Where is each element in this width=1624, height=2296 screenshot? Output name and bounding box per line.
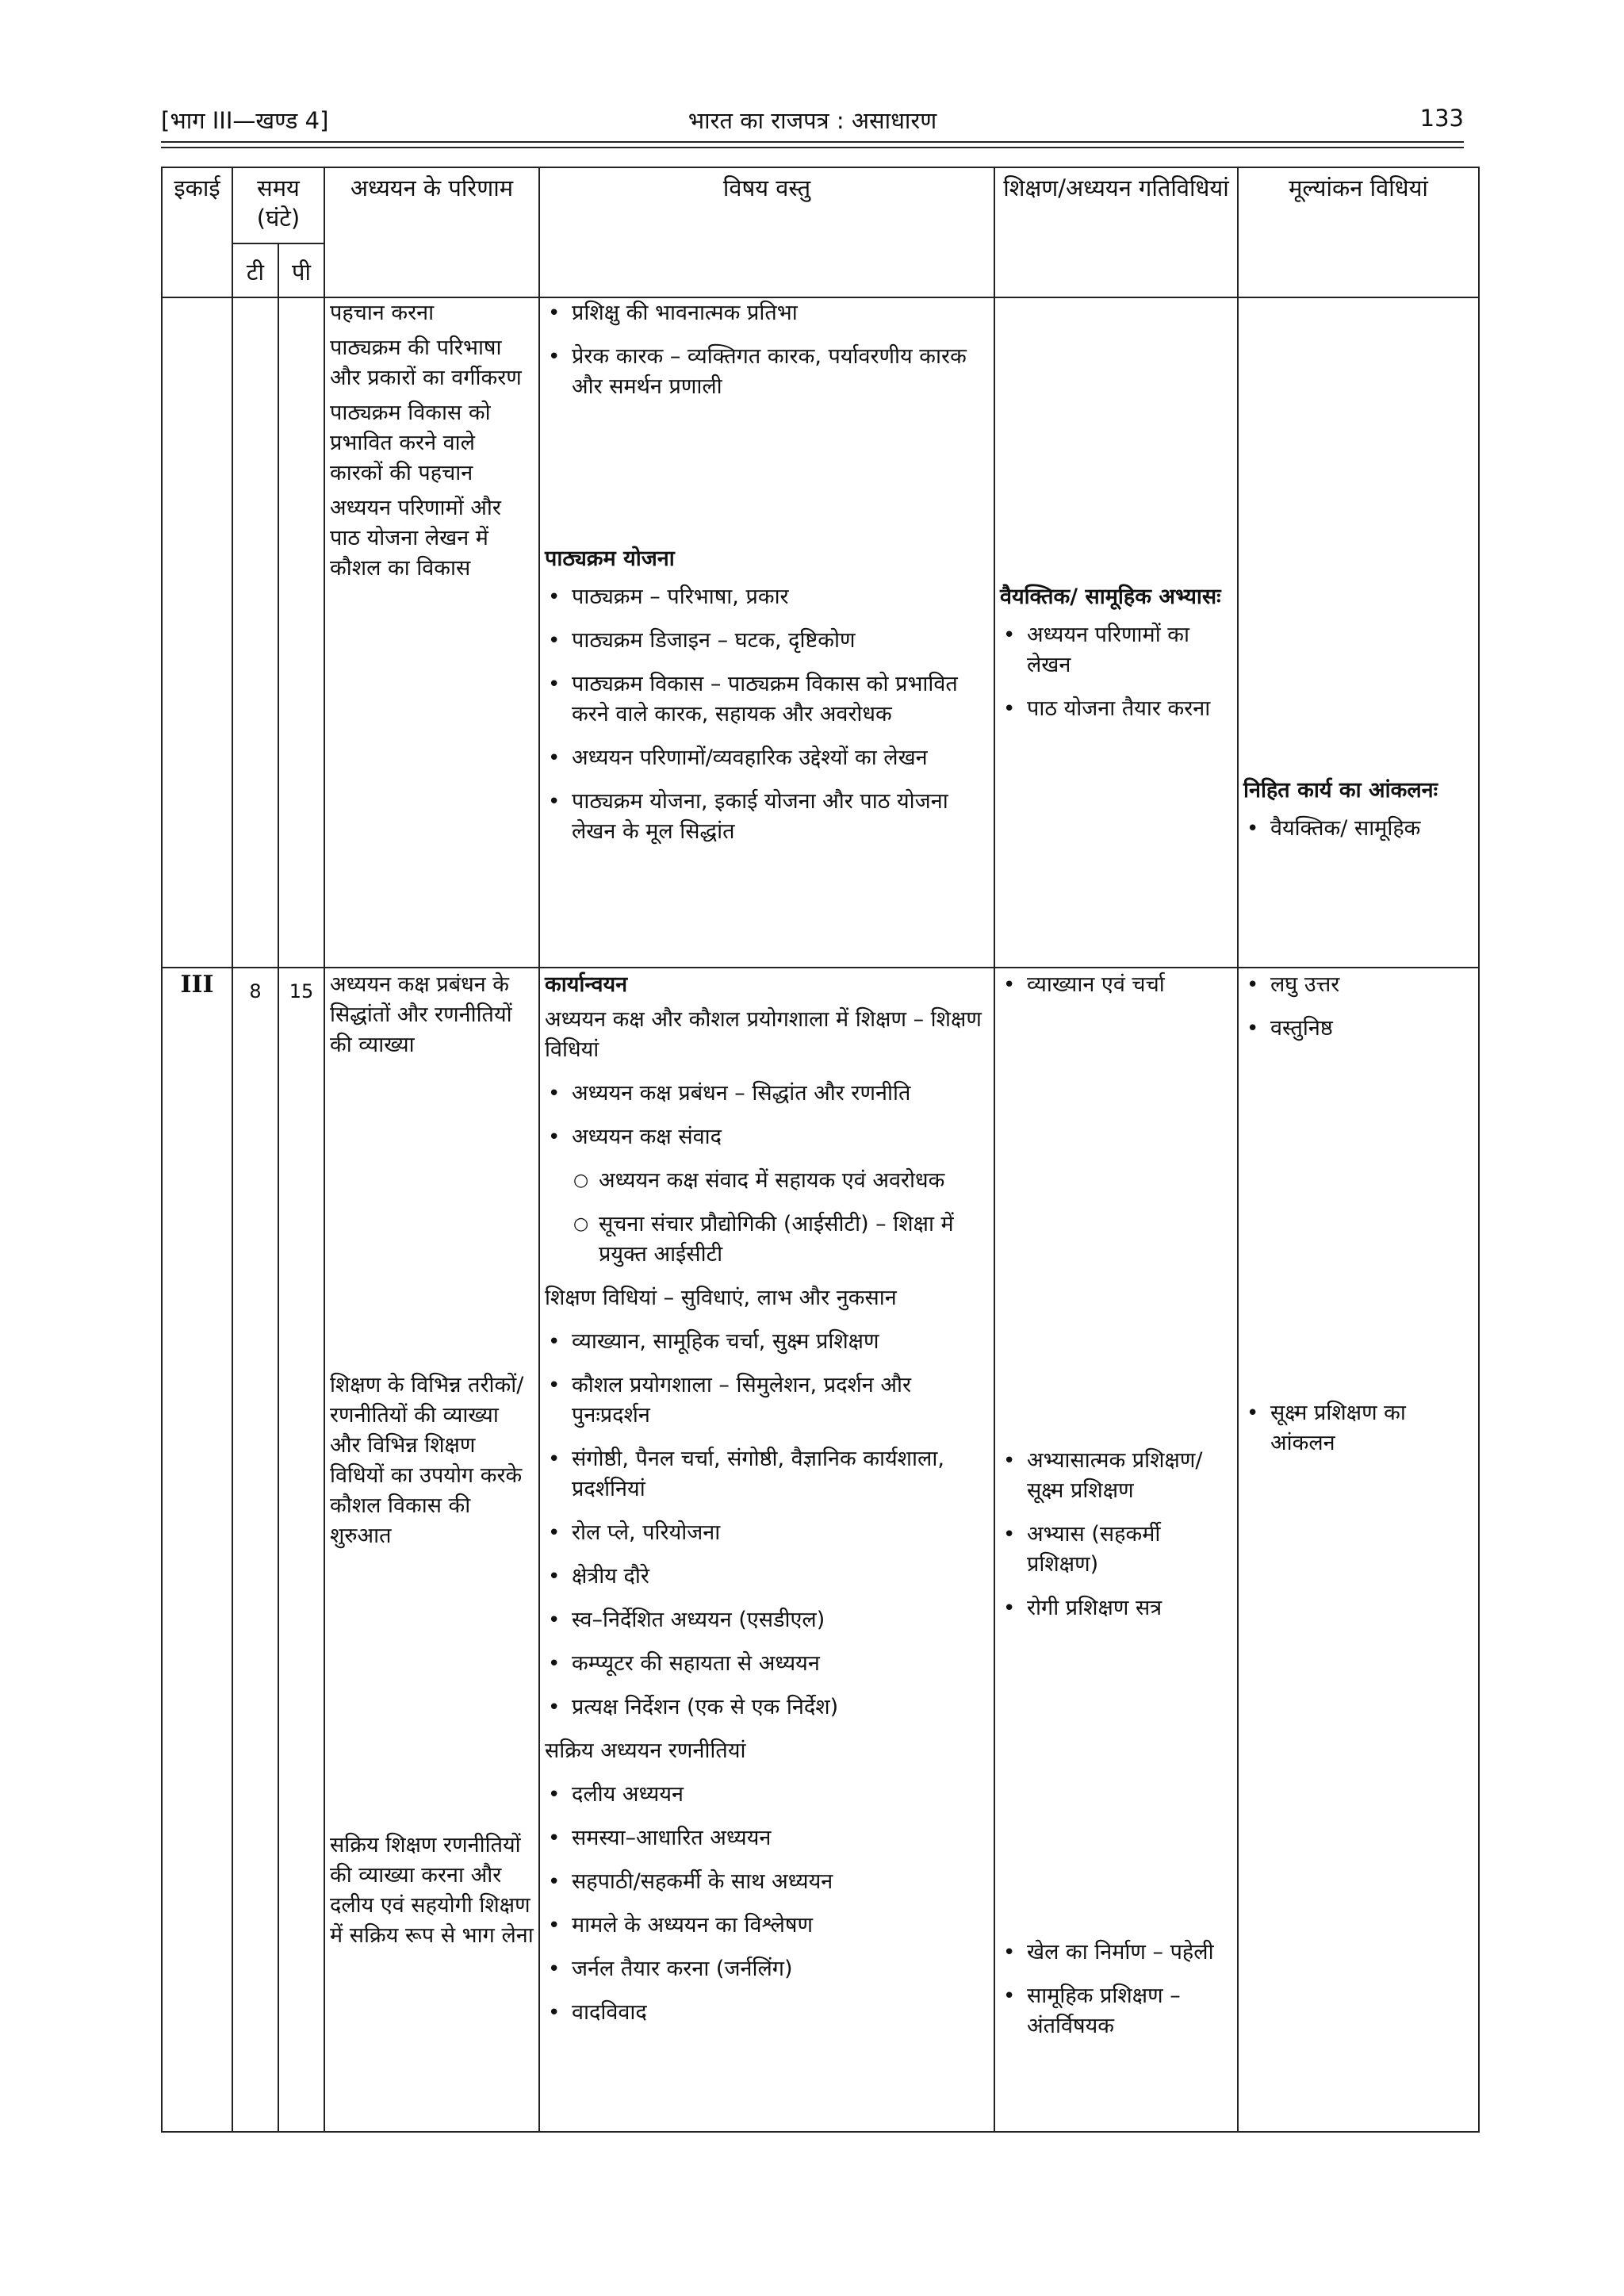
section-heading: पाठ्यक्रम योजना [545, 546, 675, 571]
content-sublist [572, 1166, 989, 1270]
p-cell [278, 297, 324, 968]
outcome-text: शिक्षण के विभिन्न तरीकों/ रणनीतियों की व्याख्या और विभिन्न शिक्षण विधियों का उपयोग करके कौशल विकास की शुरुआत [330, 1373, 524, 1548]
list-item: • पाठ योजना तैयार करना [1000, 694, 1232, 724]
list-item: • दलीय अध्ययन [545, 1780, 989, 1810]
content-list [545, 582, 989, 847]
activity-list [1000, 1446, 1232, 1938]
col-header-t: टी [232, 243, 278, 297]
list-item: • अध्ययन परिणामों/व्यवहारिक उद्देश्यों का लेखन [545, 743, 989, 773]
outcome-text: पाठ्यक्रम की परिभाषा और प्रकारों का वर्गीकरण [330, 335, 522, 390]
t-cell [232, 297, 278, 968]
unit-number: III [162, 968, 232, 2132]
activity-list [1000, 1938, 1232, 2041]
list-item: • सहपाठी/सहकर्मी के साथ अध्ययन [545, 1867, 989, 1897]
list-item: • प्रत्यक्ष निर्देशन (एक से एक निर्देश) [545, 1692, 989, 1723]
list-item: • लघु उत्तर [1243, 970, 1473, 1000]
list-item: • कौशल प्रयोगशाला – सिमुलेशन, प्रदर्शन और पुनःप्रदर्शन [545, 1370, 989, 1431]
outcomes-cell [324, 297, 539, 968]
list-item: • वस्तुनिष्ठ [1243, 1014, 1473, 1044]
list-item: • प्रेरक कारक – व्यक्तिगत कारक, पर्यावरणीय कारक और समर्थन प्रणाली [545, 342, 989, 402]
list-item: • अध्ययन परिणामों का लेखन [1000, 620, 1232, 680]
outcome-text: सक्रिय शिक्षण रणनीतियों की व्याख्या करना और दलीय एवं सहयोगी शिक्षण में सक्रिय रूप से भाग लेना [330, 1833, 534, 1948]
table-row [162, 968, 1479, 2132]
outcome-text: पाठ्यक्रम विकास को प्रभावित करने वाले कारकों की पहचान [330, 401, 491, 485]
content-list [545, 298, 989, 544]
subsection-text: अध्ययन कक्ष और कौशल प्रयोगशाला में शिक्षण – शिक्षण विधियां [545, 1007, 982, 1062]
list-item: • स्व–निर्देशित अध्ययन (एसडीएल) [545, 1605, 989, 1635]
list-item: • मामले के अध्ययन का विश्लेषण [545, 1911, 989, 1941]
header-section: [भाग III—खण्ड 4] [161, 107, 329, 134]
list-item: • रोल प्ले, परियोजना [545, 1518, 989, 1548]
list-item: ○ सूचना संचार प्रौद्योगिकी (आईसीटी) – शिक्षा में प्रयुक्त आईसीटी [572, 1209, 989, 1270]
outcome-text: अध्ययन परिणामों और पाठ योजना लेखन में कौशल का विकास [330, 496, 501, 581]
list-item: • जर्नल तैयार करना (जर्नलिंग) [545, 1954, 989, 1984]
col-header-assessment: मूल्यांकन विधियां [1238, 167, 1479, 297]
content-list [545, 1327, 989, 1723]
list-item: • पाठ्यक्रम – परिभाषा, प्रकार [545, 582, 989, 612]
header-rule [161, 141, 1464, 143]
hours-p: 15 [278, 968, 324, 2132]
col-header-unit: इकाई [162, 167, 232, 297]
list-item: • अभ्यासात्मक प्रशिक्षण/सूक्ष्म प्रशिक्षण [1000, 1446, 1232, 1506]
list-item: • सूक्ष्म प्रशिक्षण का आंकलन [1243, 1398, 1473, 1458]
activities-cell [994, 297, 1238, 968]
spacer [1243, 298, 1473, 776]
list-item: • संगोष्ठी, पैनल चर्चा, संगोष्ठी, वैज्ञानिक कार्यशाला, प्रदर्शनियां [545, 1444, 989, 1504]
table-row [162, 297, 1479, 968]
col-header-content: विषय वस्तु [539, 167, 994, 297]
content-cell [539, 968, 994, 2132]
spacer [1000, 298, 1232, 582]
list-item: • कम्प्यूटर की सहायता से अध्ययन [545, 1649, 989, 1679]
assessment-cell [1238, 968, 1479, 2132]
col-header-outcomes: अध्ययन के परिणाम [324, 167, 539, 297]
content-cell [539, 297, 994, 968]
list-item: • व्याख्यान, सामूहिक चर्चा, सुक्ष्म प्रशिक्षण [545, 1327, 989, 1357]
list-item: • वैयक्तिक/ सामूहिक [1243, 814, 1473, 844]
subsection-text: शिक्षण विधियां – सुविधाएं, लाभ और नुकसान [545, 1286, 897, 1310]
list-item: • समस्या–आधारित अध्ययन [545, 1823, 989, 1853]
list-item: • वादविवाद [545, 1998, 989, 2028]
page-header [161, 102, 1464, 143]
hours-t: 8 [232, 968, 278, 2132]
list-item: • पाठ्यक्रम योजना, इकाई योजना और पाठ योजना लेखन के मूल सिद्धांत [545, 787, 989, 847]
list-item: • रोगी प्रशिक्षण सत्र [1000, 1593, 1232, 1623]
list-item: • पाठ्यक्रम विकास – पाठ्यक्रम विकास को प्रभावित करने वाले कारक, सहायक और अवरोधक [545, 669, 989, 730]
page-number: 133 [1419, 105, 1464, 132]
header-title: भारत का राजपत्र : असाधारण [688, 107, 937, 134]
outcome-text: पहचान करना [330, 301, 435, 325]
activity-list [1000, 970, 1232, 1446]
curriculum-table [161, 167, 1480, 2133]
section-heading: निहित कार्य का आंकलनः [1243, 778, 1438, 803]
list-item: • खेल का निर्माण – पहेली [1000, 1938, 1232, 1968]
content-list [545, 1780, 989, 2028]
list-item: • पाठ्यक्रम डिजाइन – घटक, दृष्टिकोण [545, 626, 989, 656]
list-item: • व्याख्यान एवं चर्चा [1000, 970, 1232, 1000]
outcome-text: अध्ययन कक्ष प्रबंधन के सिद्धांतों और रणनीतियों की व्याख्या [330, 972, 512, 1057]
activity-list [1000, 620, 1232, 724]
unit-cell [162, 297, 232, 968]
section-heading: कार्यान्वयन [545, 972, 628, 997]
activities-cell [994, 968, 1238, 2132]
col-header-activities: शिक्षण/अध्ययन गतिविधियां [994, 167, 1238, 297]
assessment-list [1243, 1398, 1473, 1458]
list-item: • अध्ययन कक्ष प्रबंधन – सिद्धांत और रणनीति [545, 1079, 989, 1109]
list-item: • अभ्यास (सहकर्मी प्रशिक्षण) [1000, 1520, 1232, 1580]
list-item: • सामूहिक प्रशिक्षण – अंतर्विषयक [1000, 1981, 1232, 2041]
section-heading: वैयक्तिक/ सामूहिक अभ्यासः [1000, 585, 1221, 609]
list-item: • क्षेत्रीय दौरे [545, 1562, 989, 1592]
content-list [545, 1079, 989, 1152]
list-item: • प्रशिक्षु की भावनात्मक प्रतिभा [545, 298, 989, 328]
list-item: ○ अध्ययन कक्ष संवाद में सहायक एवं अवरोधक [572, 1166, 989, 1196]
assessment-cell [1238, 297, 1479, 968]
header-row [162, 167, 1479, 243]
assessment-list [1243, 970, 1473, 1398]
header-rule-double [161, 147, 1464, 148]
assessment-list [1243, 814, 1473, 844]
col-header-p: पी [278, 243, 324, 297]
subsection-text: सक्रिय अध्ययन रणनीतियां [545, 1738, 746, 1763]
list-item: • अध्ययन कक्ष संवाद [545, 1122, 989, 1152]
col-header-time: समय (घंटे) [232, 167, 324, 243]
outcomes-cell [324, 968, 539, 2132]
